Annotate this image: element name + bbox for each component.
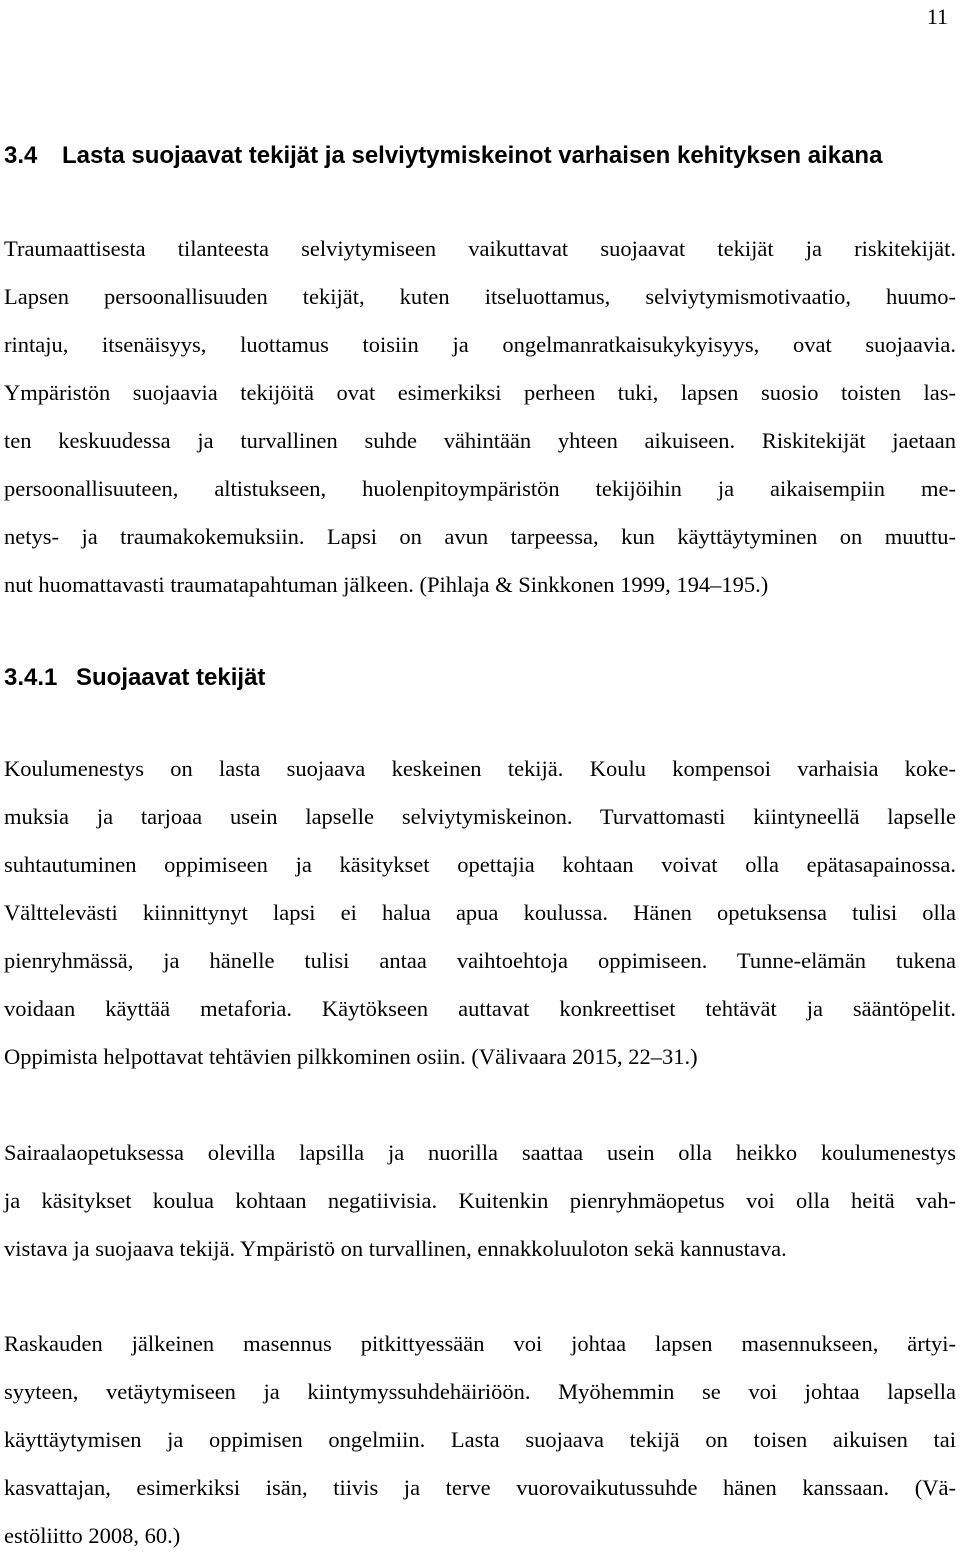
text-line: rintaju, itsenäisyys, luottamus toisiin ja ongelmanratkaisukykyisyys, ovat suojaavia. [4,332,956,357]
text-line: muksia ja tarjoaa usein lapselle selviytymiskeinon. Turvattomasti kiintyneellä lapselle [4,804,956,829]
paragraph-school-success [4,745,956,1081]
text-line: käyttäytymisen ja oppimisen ongelmiin. Lasta suojaava tekijä on toisen aikuisen tai [4,1427,956,1452]
text-line: voidaan käyttää metaforia. Käytökseen auttavat konkreettiset tehtävät ja sääntöpelit. [4,996,956,1021]
page-number: 11 [926,4,948,29]
section-title: Lasta suojaavat tekijät ja selviytymiskeinot varhaisen kehityksen aikana [62,142,883,169]
text-line: Koulumenestys on lasta suojaava keskeinen tekijä. Koulu kompensoi varhaisia koke- [4,756,956,781]
text-line: persoonallisuuteen, altistukseen, huolenpitoympäristön tekijöihin ja aikaisempiin me- [4,476,956,501]
text-line: Traumaattisesta tilanteesta selviytymiseen vaikuttavat suojaavat tekijät ja riskitekijät. [4,236,956,261]
text-line: suhtautuminen oppimiseen ja käsitykset opettajia kohtaan voivat olla epätasapainossa. [4,852,956,877]
text-line: syyteen, vetäytymiseen ja kiintymyssuhdehäiriöön. Myöhemmin se voi johtaa lapsella [4,1379,956,1404]
subsection-heading [4,660,265,696]
text-line: Oppimista helpottavat tehtävien pilkkominen osiin. (Välivaara 2015, 22–31.) [4,1044,698,1069]
subsection-title: Suojaavat tekijät [76,664,266,691]
paragraph-risk-and-protective-factors [4,225,956,609]
subsection-number: 3.4.1 [4,664,58,691]
text-line: Sairaalaopetuksessa olevilla lapsilla ja nuorilla saattaa usein olla heikko koulumenestys [4,1140,956,1165]
section-heading [4,138,956,174]
text-line: estöliitto 2008, 60.) [4,1523,181,1548]
text-line: Lapsen persoonallisuuden tekijät, kuten itseluottamus, selviytymismotivaatio, huumo- [4,284,956,309]
text-line: netys- ja traumakokemuksiin. Lapsi on avun tarpeessa, kun käyttäytyminen on muuttu- [4,524,956,549]
text-line: ten keskuudessa ja turvallinen suhde vähintään yhteen aikuiseen. Riskitekijät jaetaan [4,428,956,453]
text-line: Ympäristön suojaavia tekijöitä ovat esimerkiksi perheen tuki, lapsen suosio toisten las- [4,380,956,405]
text-line: Välttelevästi kiinnittynyt lapsi ei halua apua koulussa. Hänen opetuksensa tulisi olla [4,900,956,925]
text-line: vistava ja suojaava tekijä. Ympäristö on turvallinen, ennakkoluuloton sekä kannustava. [4,1236,787,1261]
text-line: nut huomattavasti traumatapahtuman jälkeen. (Pihlaja & Sinkkonen 1999, 194–195.) [4,572,769,597]
text-line: Raskauden jälkeinen masennus pitkittyessään voi johtaa lapsen masennukseen, ärtyi- [4,1331,956,1356]
section-number: 3.4 [4,142,38,169]
text-line: pienryhmässä, ja hänelle tulisi antaa vaihtoehtoja oppimiseen. Tunne-elämän tukena [4,948,956,973]
text-line: ja käsitykset koulua kohtaan negatiivisia. Kuitenkin pienryhmäopetus voi olla heitä vah- [4,1188,956,1213]
paragraph-hospital-teaching [4,1129,956,1273]
text-line: kasvattajan, esimerkiksi isän, tiivis ja terve vuorovaikutussuhde hänen kanssaan. (Vä- [4,1475,956,1500]
paragraph-postnatal-depression [4,1320,956,1560]
